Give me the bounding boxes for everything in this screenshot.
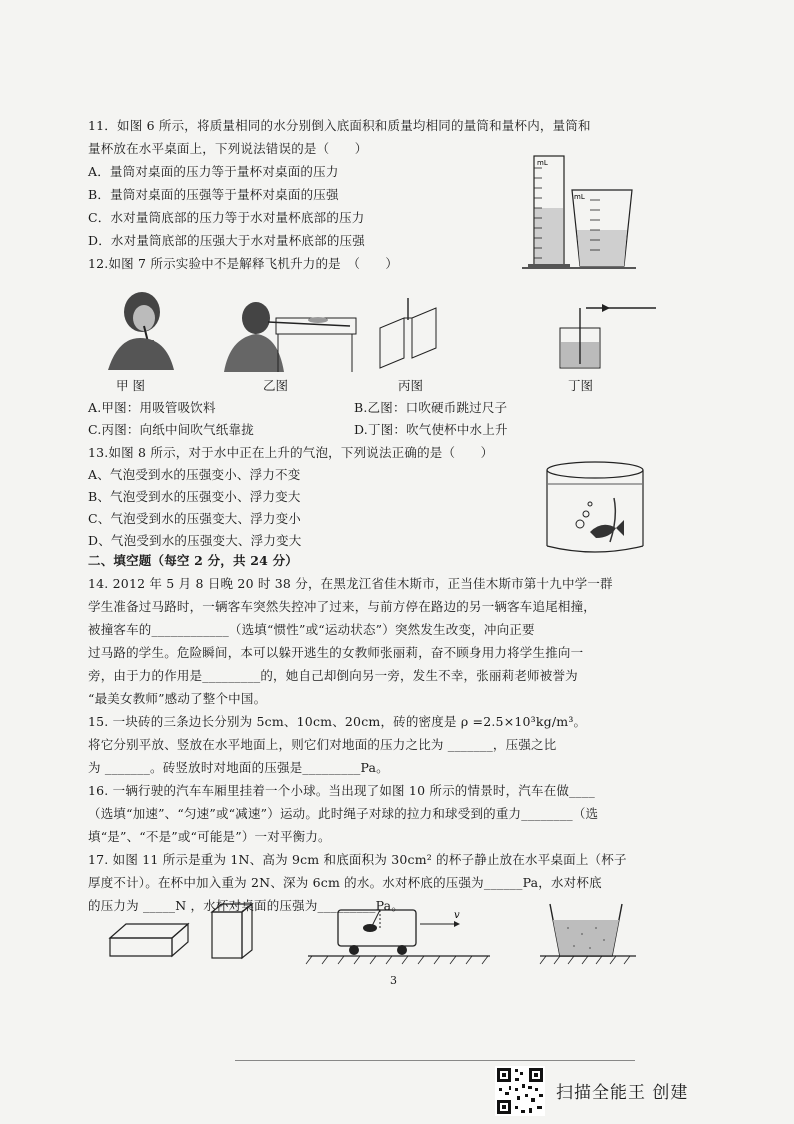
q14-line3: 被撞客车的____________（选填“惯性”或“运动状态”）突然发生改变，冲向正要 — [88, 622, 535, 637]
figure-7-bing-blow-between-papers — [370, 298, 450, 370]
figure-7-yi-coin-over-ruler — [218, 292, 358, 374]
q15-line1: 15. 一块砖的三条边长分别为 5cm、10cm、20cm，砖的密度是 ρ =2.5×10³kg/m³。 — [88, 714, 587, 729]
cup-unit-label: mL — [574, 193, 585, 201]
q17-line3: 的压力为 _____N ，水杯对桌面的压强为_________Pa。 — [88, 898, 404, 913]
q16-line3: 填“是”、“不是”或“可能是”）一对平衡力。 — [88, 829, 331, 844]
q17-line2: 厚度不计）。在杯中加入重为 2N、深为 6cm 的水。水对杯底的压强为______Pa，水对杯底 — [88, 875, 602, 890]
scanner-watermark: 扫描全能王 创建 — [556, 1083, 689, 1103]
fig7-label-ding: 丁图 — [568, 378, 594, 393]
cylinder-unit-label: mL — [537, 159, 548, 167]
q11-option-b: B．量筒对桌面的压强等于量杯对桌面的压强 — [88, 187, 339, 202]
q11-option-a: A．量筒对桌面的压力等于量杯对桌面的压力 — [88, 164, 339, 179]
fig7-label-bing: 丙图 — [398, 378, 424, 393]
figure-11-cup-with-water — [538, 900, 638, 968]
figure-6-cylinder-and-cup — [520, 148, 640, 272]
q14-line4: 过马路的学生。危险瞬间，本可以躲开逃生的女教师张丽莉，奋不顾身用力将学生推向一 — [88, 645, 584, 660]
velocity-label: v — [454, 910, 460, 921]
q11-stem-line2: 量杯放在水平桌面上，下列说法错误的是（ ） — [88, 141, 368, 156]
q13-option-a: A、气泡受到水的压强变小、浮力不变 — [88, 467, 301, 482]
q16-line2: （选填“加速”、“匀速”或“减速”）运动。此时绳子对球的拉力和球受到的重力________（选 — [88, 806, 599, 821]
footer-divider — [235, 1060, 635, 1061]
q11-option-d: D．水对量筒底部的压强大于水对量杯底部的压强 — [88, 233, 365, 248]
q15-line3: 为 _______。砖竖放时对地面的压强是_________Pa。 — [88, 760, 389, 775]
q15-line2: 将它分别平放、竖放在水平地面上，则它们对地面的压力之比为 _______，压强之比 — [88, 737, 557, 752]
q14-line6: “最美女教师”感动了整个中国。 — [88, 691, 267, 706]
q13-option-d: D、气泡受到水的压强变大、浮力变大 — [88, 533, 302, 548]
figure-7-ding-blow-raises-water — [556, 298, 666, 370]
q12-option-d: D.丁图：吹气使杯中水上升 — [354, 422, 508, 437]
figure-7-jia-straw-drinking — [100, 290, 180, 372]
fig7-label-jia: 甲 图 — [116, 378, 145, 393]
page-number: 3 — [390, 974, 397, 987]
figure-9-bricks — [104, 900, 264, 964]
q13-stem: 13.如图 8 所示，对于水中正在上升的气泡，下列说法正确的是（ ） — [88, 445, 494, 460]
q12-option-c: C.丙图：向纸中间吹气纸靠拢 — [88, 422, 254, 437]
figure-10-car-with-ball — [304, 900, 494, 968]
qr-code-icon — [495, 1066, 545, 1116]
q11-option-c: C．水对量筒底部的压力等于水对量杯底部的压力 — [88, 210, 365, 225]
q12-stem: 12.如图 7 所示实验中不是解释飞机升力的是 （ ） — [88, 256, 399, 271]
q12-option-b: B.乙图：口吹硬币跳过尺子 — [354, 400, 508, 415]
q12-option-a: A.甲图：用吸管吸饮料 — [88, 400, 216, 415]
figure-8-fish-tank-bubbles — [540, 458, 650, 558]
fig7-label-yi: 乙图 — [263, 378, 289, 393]
q16-line1: 16. 一辆行驶的汽车车厢里挂着一个小球。当出现了如图 10 所示的情景时，汽车在做____ — [88, 783, 595, 798]
q13-option-c: C、气泡受到水的压强变大、浮力变小 — [88, 511, 301, 526]
q13-option-b: B、气泡受到水的压强变小、浮力变大 — [88, 489, 301, 504]
q11-stem-line1: 11．如图 6 所示，将质量相同的水分别倒入底面积和质量均相同的量筒和量杯内，量筒和 — [88, 118, 591, 133]
q14-line5: 旁，由于力的作用是_________的，她自己却倒向另一旁，发生不幸，张丽莉老师被誉为 — [88, 668, 578, 683]
q17-line1: 17. 如图 11 所示是重为 1N、高为 9cm 和底面积为 30cm² 的杯子静止放在水平桌面上（杯子 — [88, 852, 627, 867]
q14-line2: 学生准备过马路时，一辆客车突然失控冲了过来，与前方停在路边的另一辆客车追尾相撞， — [88, 599, 597, 614]
q14-line1: 14. 2012 年 5 月 8 日晚 20 时 38 分，在黑龙江省佳木斯市，正当佳木斯市第十九中学一群 — [88, 576, 613, 591]
section-2-title: 二、填空题（每空 2 分，共 24 分） — [88, 553, 299, 568]
